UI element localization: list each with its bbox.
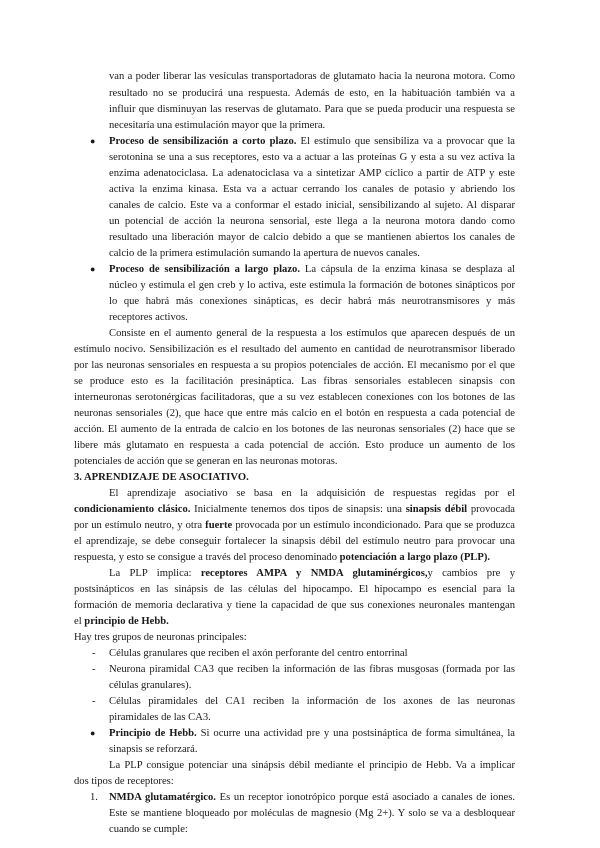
- text-line: La PLP consigue potenciar una sinápsis débil mediante el principio de Hebb. Va a implicar: [109, 760, 515, 771]
- text-line: El aprendizaje asociativo se basa en la adquisición de respuestas regidas por el: [109, 488, 515, 499]
- text-line: respuesta, y esto se consigue a través del proceso denominado potenciación a largo plazo (PLP).: [74, 552, 491, 563]
- list-item: Células granulares que reciben el axón perforante del centro entorrinal: [109, 648, 408, 659]
- dash-marker: -: [92, 664, 96, 675]
- text-line: influir que disminuyan las reservas de glutamato. Para que se pueda producir una respuesta se: [109, 104, 515, 115]
- text-line: núcleo y estimula el gen creb y lo activa, este estimula la formación de botones sinápticos por: [109, 280, 515, 291]
- text-line: lo que habrá más conexiones sinápticas, es decir habrá más neurotransmisores y más: [109, 296, 515, 307]
- bullet-item-heading: Proceso de sensibilización a corto plazo. El estímulo que sensibiliza va a provocar que la: [109, 136, 515, 147]
- text-line: sinapsis se reforzará.: [109, 744, 198, 755]
- text-line: enzima adenatociclasa. La adenatociclasa va a sintetizar AMP cíclico a partir de ATP y este: [109, 168, 515, 179]
- list-item: Células piramidales del CA1 reciben la información de los axones de las neuronas: [109, 696, 515, 707]
- text-line: serotonina se una a sus receptores, esto va a actuar a las proteínas G y esta a su vez activa la: [109, 152, 515, 163]
- text-line: van a poder liberar las vesículas transportadoras de glutamato hacia la neurona motora. Como: [109, 71, 515, 82]
- list-number: 1.: [90, 792, 98, 803]
- text-line: por las neuronas sensoriales en respuesta a su propios potenciales de acción. El mecanismo por el que: [74, 360, 515, 371]
- dash-marker: -: [92, 696, 96, 707]
- text-line: condicionamiento clásico. Inicialmente tenemos dos tipos de sinapsis: una sinapsis débil provocada: [74, 504, 515, 515]
- text-line: formación de memoria declarativa y tiene la capacidad de que sus conexiones neuronales mantengan: [74, 600, 515, 611]
- text-line: Este se mantiene bloqueado por moléculas de magnesio (Mg 2+). Y solo se va a desbloquear: [109, 808, 515, 819]
- bullet-dot: ●: [90, 136, 96, 146]
- text-line: cuando se cumple:: [109, 824, 188, 835]
- bullet-item-heading: Principio de Hebb. Si ocurre una actividad pre y una postsináptica de forma simultánea, la: [109, 728, 515, 739]
- text-line: Consiste en el aumento general de la respuesta a los estímulos que aparecen después de un: [109, 328, 515, 339]
- text-line: resultado no se producirá una respuesta. Además de esto, en la habituación también va a: [109, 88, 515, 99]
- text-line: células granulares).: [109, 680, 192, 691]
- text-line: necesitaría una estimulación mayor que la primera.: [109, 120, 326, 131]
- text-line: interneuronas serotonérgicas facilitadoras, que a su vez establecen conexiones con los botones de las: [74, 392, 515, 403]
- dash-marker: -: [92, 648, 96, 659]
- text-line: receptores activos.: [109, 312, 188, 323]
- section-heading: 3. APRENDIZAJE DE ASOCIATIVO.: [74, 472, 249, 483]
- text-line: La PLP implica: receptores AMPA y NMDA glutaminérgicos,y cambios pre y: [109, 568, 515, 579]
- bullet-dot: ●: [90, 728, 96, 738]
- text-line: estímulo nocivo. Sensibilización es el resultado del aumento en cantidad de neurotransmisor liberado: [74, 344, 515, 355]
- text-line: un potencial de acción la neurona sensorial, este llega a la neurona motora dando como: [109, 216, 515, 227]
- text-line: dos tipos de receptores:: [74, 776, 174, 787]
- text-line: acción. El aumento de la entrada de calcio en los botones de las neuronas sensoriales (2) hace que se: [74, 424, 515, 435]
- text-line: Hay tres grupos de neuronas principales:: [74, 632, 247, 643]
- text-line: por un estímulo neutro, y otra fuerte provocada por un estímulo incondicionado. Para que se produzca: [74, 520, 515, 531]
- text-line: calcio de la primera estimulación sumando la apertura de nuevos canales.: [109, 248, 420, 259]
- text-line: canales de calcio. Este va a conformar el estado inicial, sensibilizando al sujeto. Al disparar: [109, 200, 515, 211]
- text-line: libere más glutamato en respuesta a cada potencial de acción. Esto produce un aumento de los: [74, 440, 515, 451]
- text-line: potenciales de acción que se generan en las neuronas motoras.: [74, 456, 338, 467]
- text-line: resultado una liberación mayor de calcio debido a que se mantienen abiertos los canales de: [109, 232, 515, 243]
- text-line: neuronas sensoriales (2), que hace que entre más calcio en el botón en respuesta a cada potencial de: [74, 408, 515, 419]
- list-item: NMDA glutamatérgico. Es un receptor ionotrópico porque está asociado a canales de iones.: [109, 792, 515, 803]
- text-line: postsinápticos en las sinápsis de las células del hipocampo. El hipocampo es esencial para la: [74, 584, 515, 595]
- text-line: activa la enzima kinasa. Esta va a actuar cerrando los canales de potasio y abriendo los: [109, 184, 515, 195]
- text-line: piramidales de las CA3.: [109, 712, 211, 723]
- text-line: se produce esto es la facilitación presináptica. Las fibras sensoriales establecen sinapsis con: [74, 376, 515, 387]
- bullet-item-heading: Proceso de sensibilización a largo plazo. La cápsula de la enzima kinasa se desplaza al: [109, 264, 515, 275]
- text-line: el aprendizaje, se debe conseguir fortalecer la sinapsis débil del estímulo neutro para provocar una: [74, 536, 515, 547]
- list-item: Neurona piramidal CA3 que reciben la información de las fibras musgosas (formada por las: [109, 664, 515, 675]
- bullet-dot: ●: [90, 264, 96, 274]
- text-line: el principio de Hebb.: [74, 616, 169, 627]
